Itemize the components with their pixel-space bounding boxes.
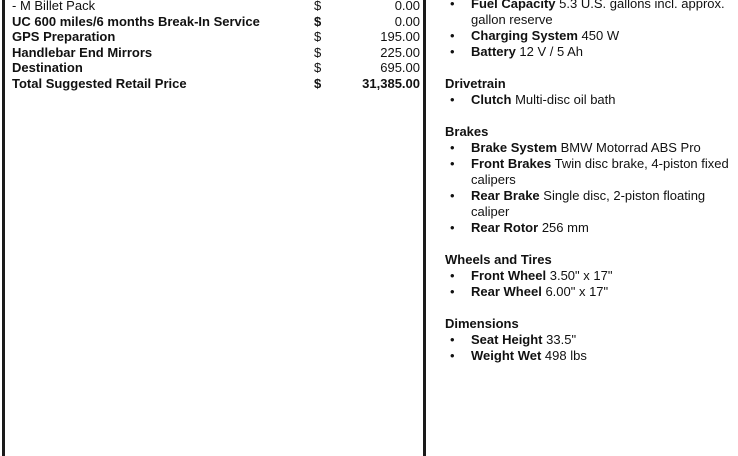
section-title-brakes: Brakes bbox=[445, 124, 489, 139]
spec-label: Brake System bbox=[471, 140, 557, 155]
currency-symbol: $ bbox=[314, 44, 322, 60]
currency-symbol: $ bbox=[314, 60, 322, 75]
currency-symbol: $ bbox=[314, 75, 322, 91]
dimensions-section bbox=[445, 316, 738, 364]
column-divider-line bbox=[423, 0, 426, 456]
section-title-drivetrain: Drivetrain bbox=[445, 76, 506, 91]
currency-symbol: $ bbox=[314, 13, 322, 29]
spec-item-front-wheel bbox=[445, 268, 738, 284]
spec-continuation: calipers bbox=[471, 172, 516, 187]
spec-label: Rear Brake bbox=[471, 188, 540, 203]
spec-label: Charging System bbox=[471, 28, 578, 43]
spec-item-rear-rotor bbox=[445, 220, 738, 236]
price-list bbox=[12, 0, 422, 91]
price-amount: 195.00 bbox=[380, 29, 420, 44]
spec-label: Front Wheel bbox=[471, 268, 547, 283]
price-row-handlebar-mirrors bbox=[12, 45, 422, 61]
electrical-spec-list bbox=[445, 0, 738, 60]
spec-item-brake-system bbox=[445, 140, 738, 156]
spec-label: Fuel Capacity bbox=[471, 0, 556, 11]
spec-label: Battery bbox=[471, 44, 516, 59]
spec-value: Single disc, 2-piston floating bbox=[543, 188, 706, 203]
spec-item-rear-brake bbox=[445, 188, 738, 220]
price-row-destination bbox=[12, 60, 422, 76]
spec-item-front-brakes bbox=[445, 156, 738, 188]
spec-value: BMW Motorrad ABS Pro bbox=[560, 140, 701, 155]
wheels-spec-list bbox=[445, 268, 738, 300]
price-row-m-billet-pack bbox=[12, 0, 422, 14]
spec-item-rear-wheel bbox=[445, 284, 738, 300]
price-amount: 0.00 bbox=[394, 0, 420, 13]
spec-value: 33.5" bbox=[546, 332, 577, 347]
spec-item-clutch bbox=[445, 92, 738, 108]
price-amount: 0.00 bbox=[394, 13, 420, 29]
spec-value: Twin disc brake, 4-piston fixed bbox=[554, 156, 729, 171]
price-label: UC 600 miles/6 months Break-In Service bbox=[12, 13, 260, 29]
price-label: GPS Preparation bbox=[12, 29, 116, 44]
price-row-break-in-service bbox=[12, 14, 422, 30]
spec-item-charging-system bbox=[445, 28, 738, 44]
price-row-total bbox=[12, 76, 422, 92]
spec-item-battery bbox=[445, 44, 738, 60]
spec-item-fuel-capacity bbox=[445, 0, 738, 28]
spec-label: Clutch bbox=[471, 92, 512, 107]
wheels-section bbox=[445, 252, 738, 300]
spec-continuation: gallon reserve bbox=[471, 12, 553, 27]
spec-item-seat-height bbox=[445, 332, 738, 348]
spec-label: Front Brakes bbox=[471, 156, 552, 171]
spec-value: 450 W bbox=[581, 28, 620, 43]
currency-symbol: $ bbox=[314, 0, 322, 13]
brakes-spec-list bbox=[445, 140, 738, 236]
spec-value: 6.00" x 17" bbox=[545, 284, 609, 299]
currency-symbol: $ bbox=[314, 29, 322, 44]
spec-label: Seat Height bbox=[471, 332, 543, 347]
spec-label: Weight Wet bbox=[471, 348, 542, 363]
spec-value: 12 V / 5 Ah bbox=[519, 44, 584, 59]
section-title-dimensions: Dimensions bbox=[445, 316, 519, 331]
brakes-section bbox=[445, 124, 738, 236]
total-price-amount: 31,385.00 bbox=[362, 75, 420, 91]
spec-value: 5.3 U.S. gallons incl. approx. bbox=[559, 0, 725, 11]
spec-value: 256 mm bbox=[541, 220, 589, 235]
spec-item-weight-wet bbox=[445, 348, 738, 364]
price-row-gps-preparation bbox=[12, 29, 422, 45]
left-border-line bbox=[2, 0, 5, 456]
spec-value: 3.50" x 17" bbox=[549, 268, 613, 283]
dimensions-spec-list bbox=[445, 332, 738, 364]
price-label: Destination bbox=[12, 60, 83, 75]
drivetrain-spec-list bbox=[445, 92, 738, 108]
spec-continuation: caliper bbox=[471, 204, 510, 219]
drivetrain-section bbox=[445, 76, 738, 108]
price-amount: 225.00 bbox=[380, 44, 420, 60]
section-title-wheels: Wheels and Tires bbox=[445, 252, 552, 267]
spec-label: Rear Rotor bbox=[471, 220, 539, 235]
spec-value: Multi-disc oil bath bbox=[515, 92, 616, 107]
total-price-label: Total Suggested Retail Price bbox=[12, 75, 187, 91]
spec-value: 498 lbs bbox=[544, 348, 587, 363]
spec-label: Rear Wheel bbox=[471, 284, 542, 299]
price-amount: 695.00 bbox=[380, 60, 420, 75]
spec-column bbox=[445, 0, 738, 364]
price-label: - M Billet Pack bbox=[12, 0, 96, 13]
price-label: Handlebar End Mirrors bbox=[12, 44, 153, 60]
